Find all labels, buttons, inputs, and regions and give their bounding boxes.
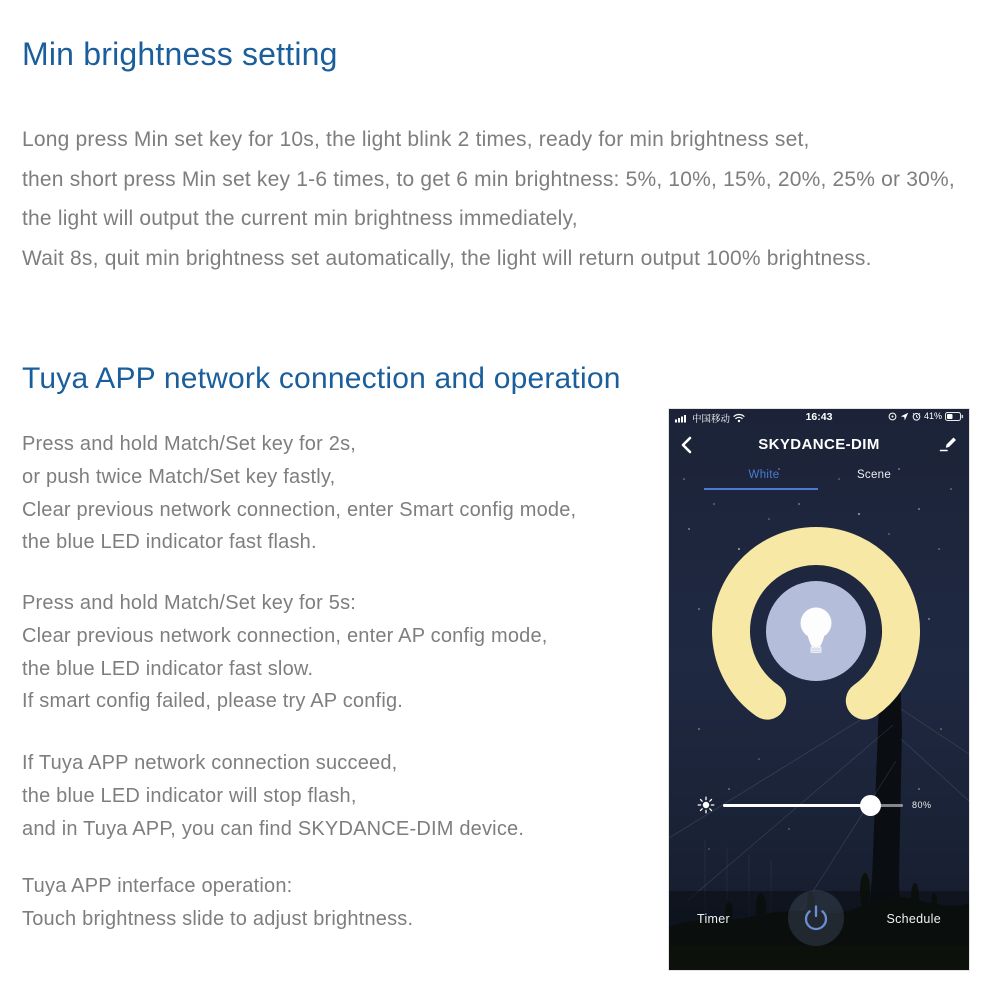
min-brightness-paragraph xyxy=(22,120,997,278)
slider-value-label: 80% xyxy=(912,800,932,810)
brightness-dial[interactable] xyxy=(668,481,966,781)
edit-button[interactable] xyxy=(937,433,959,455)
tab-scene[interactable]: Scene xyxy=(856,469,892,481)
text-line: then short press Min set key 1-6 times, to get 6 min brightness: 5%, 10%, 15%, 20%, 25% or 30%, xyxy=(22,167,955,191)
slider-thumb[interactable] xyxy=(860,795,881,816)
slider-fill xyxy=(723,804,870,807)
text-line: Press and hold Match/Set key for 5s: xyxy=(22,592,357,614)
text-line: Touch brightness slide to adjust brightness. xyxy=(22,907,414,930)
text-line: the light will output the current min brightness immediately, xyxy=(22,207,578,230)
nav-bar xyxy=(669,427,969,465)
battery-percent-label: 41% xyxy=(923,411,942,421)
status-bar xyxy=(669,409,969,427)
device-title: SKYDANCE-DIM xyxy=(758,436,880,453)
smart-config-paragraph xyxy=(22,428,662,559)
text-line: Tuya APP interface operation: xyxy=(22,875,293,897)
tab-white[interactable]: White xyxy=(748,469,780,481)
connection-success-paragraph xyxy=(22,747,662,845)
text-line: Wait 8s, quit min brightness set automatically, the light will return output 100% brightness. xyxy=(22,246,872,270)
power-icon xyxy=(801,903,831,933)
text-line: If Tuya APP network connection succeed, xyxy=(22,752,398,774)
text-line: the blue LED indicator fast flash. xyxy=(22,531,317,554)
orientation-lock-icon xyxy=(888,412,897,421)
text-line: the blue LED indicator will stop flash, xyxy=(22,784,357,807)
status-time: 16:43 xyxy=(805,411,833,423)
brightness-slider xyxy=(669,789,969,823)
text-line: the blue LED indicator fast slow. xyxy=(22,657,314,680)
section-title-tuya-app: Tuya APP network connection and operation xyxy=(22,362,621,395)
location-icon xyxy=(900,412,909,421)
tuya-app-screenshot xyxy=(668,408,970,971)
carrier-label: 中国移动 xyxy=(692,414,731,425)
text-line: Clear previous network connection, enter AP config mode, xyxy=(22,624,548,647)
edit-pencil-icon xyxy=(937,433,959,455)
timer-button[interactable]: Timer xyxy=(697,911,730,926)
ap-config-paragraph xyxy=(22,587,662,718)
schedule-button[interactable]: Schedule xyxy=(886,911,941,926)
battery-icon xyxy=(945,412,964,421)
text-line: Clear previous network connection, enter Smart config mode, xyxy=(22,498,577,521)
power-button[interactable] xyxy=(788,890,844,946)
brightness-sun-icon xyxy=(697,796,715,814)
text-line: If smart config failed, please try AP config. xyxy=(22,690,404,713)
section-title-min-brightness: Min brightness setting xyxy=(22,36,338,72)
text-line: and in Tuya APP, you can find SKYDANCE-DIM device. xyxy=(22,817,525,840)
text-line: or push twice Match/Set key fastly, xyxy=(22,465,336,488)
text-line: Press and hold Match/Set key for 2s, xyxy=(22,433,357,455)
text-line: Long press Min set key for 10s, the light blink 2 times, ready for min brightness set, xyxy=(22,128,810,151)
alarm-icon xyxy=(912,412,921,421)
interface-operation-paragraph xyxy=(22,870,662,936)
